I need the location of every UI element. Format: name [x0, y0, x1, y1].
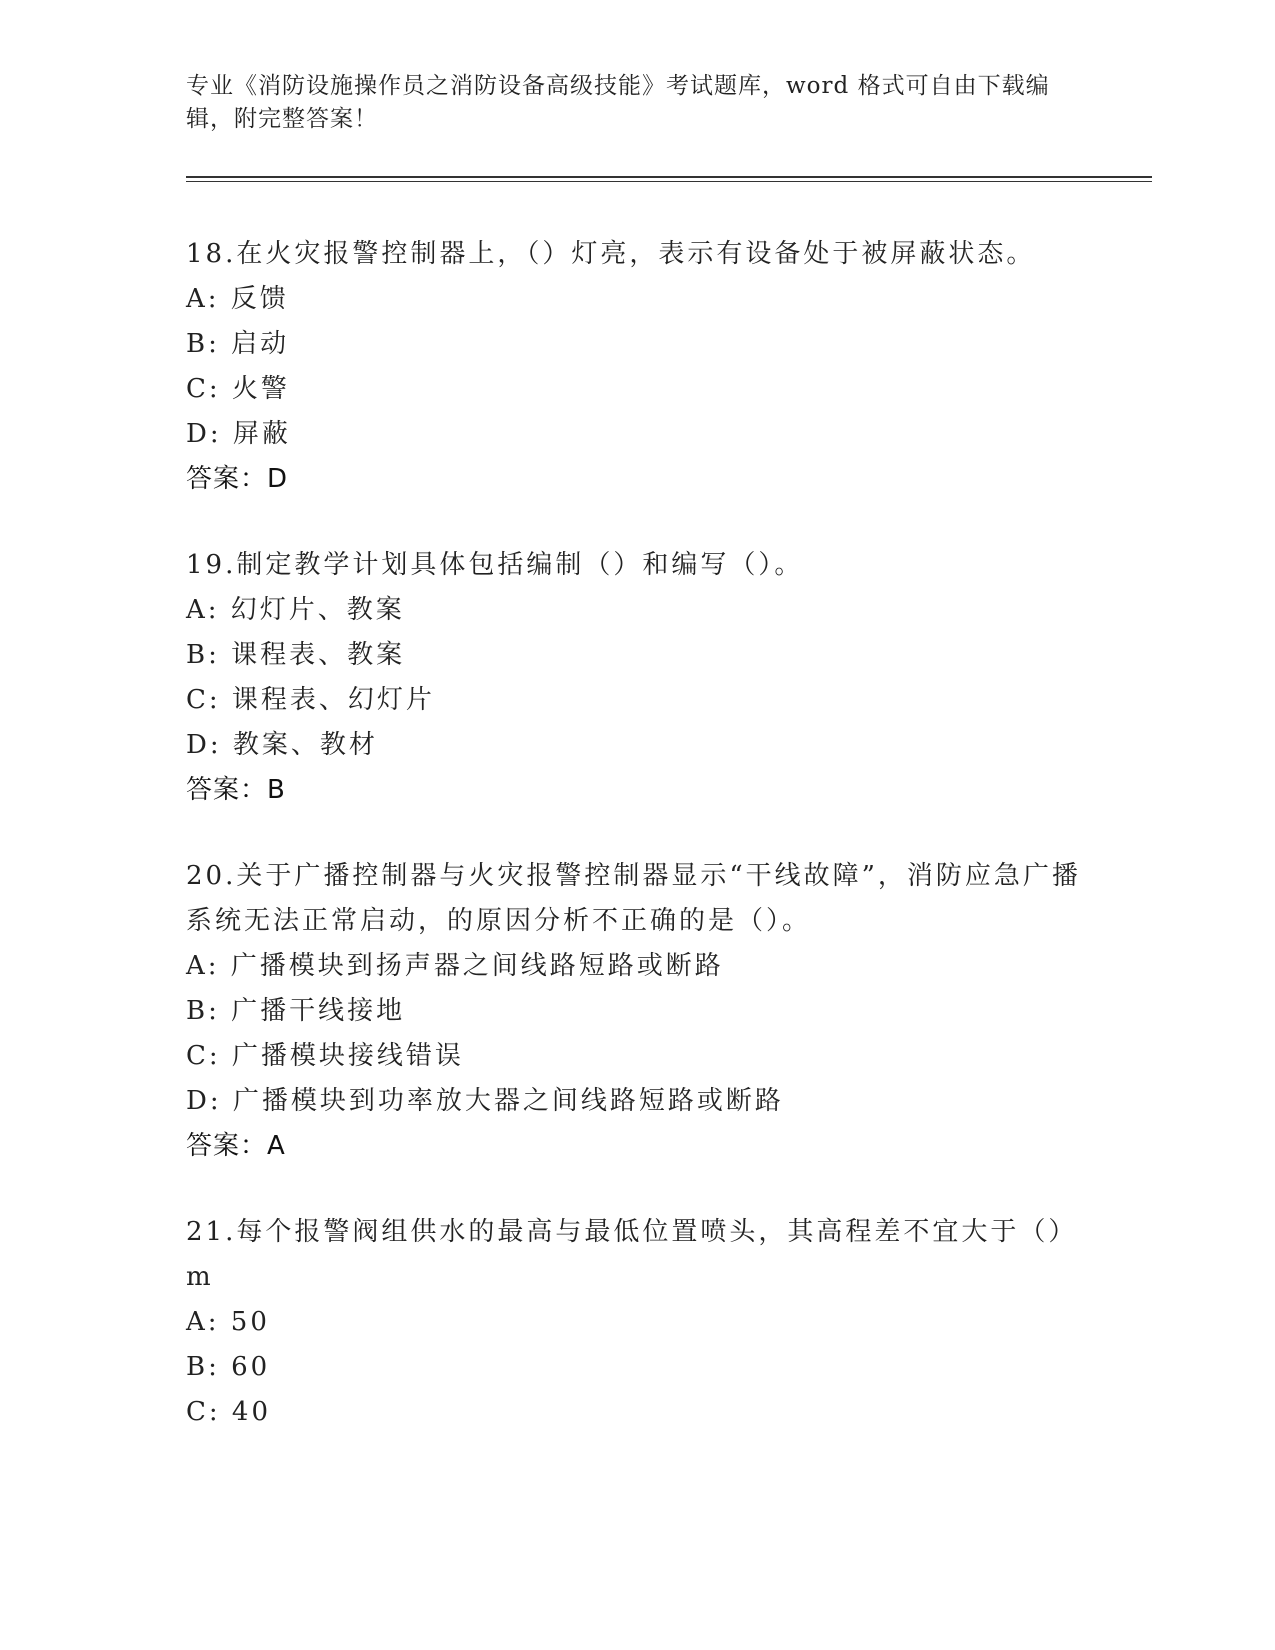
question-21: [186, 1210, 1086, 1435]
answer: 答案：D: [186, 464, 289, 494]
option-a: A: 幻灯片、教案: [186, 595, 405, 625]
option-c: C: 40: [186, 1397, 272, 1427]
option-b: B: 启动: [186, 329, 290, 359]
option-a: A: 50: [186, 1307, 270, 1337]
option-d: D: 教案、教材: [186, 730, 378, 760]
question-text: 18.在火灾报警控制器上，（）灯亮，表示有设备处于被屏蔽状态。: [186, 239, 1036, 269]
option-a: A: 反馈: [186, 284, 289, 314]
option-b: B: 广播干线接地: [186, 996, 406, 1026]
question-20: [186, 854, 1086, 1169]
option-b: B: 60: [186, 1352, 271, 1382]
question-text: 20.关于广播控制器与火灾报警控制器显示“干线故障”，消防应急广播系统无法正常启动，的原因分析不正确的是（）。: [186, 861, 1081, 936]
question-text: 19.制定教学计划具体包括编制（）和编写（）。: [186, 550, 804, 580]
option-a: A: 广播模块到扬声器之间线路短路或断路: [186, 951, 724, 981]
document-header: 专业《消防设施操作员之消防设备高级技能》考试题库，word 格式可自由下载编辑，附完整答案！: [186, 73, 1050, 132]
question-19: [186, 543, 1086, 813]
answer: 答案：A: [186, 1131, 286, 1161]
option-b: B: 课程表、教案: [186, 640, 406, 670]
question-list: [186, 232, 1086, 1476]
option-d: D: 广播模块到功率放大器之间线路短路或断路: [186, 1086, 784, 1116]
option-d: D: 屏蔽: [186, 419, 291, 449]
option-c: C: 火警: [186, 374, 290, 404]
header-divider-thick: [186, 176, 1152, 178]
question-18: [186, 232, 1086, 502]
answer: 答案：B: [186, 775, 286, 805]
header-divider-thin: [186, 181, 1152, 182]
question-text: 21.每个报警阀组供水的最高与最低位置喷头，其高程差不宜大于（）m: [186, 1217, 1078, 1292]
option-c: C: 广播模块接线错误: [186, 1041, 464, 1071]
option-c: C: 课程表、幻灯片: [186, 685, 435, 715]
